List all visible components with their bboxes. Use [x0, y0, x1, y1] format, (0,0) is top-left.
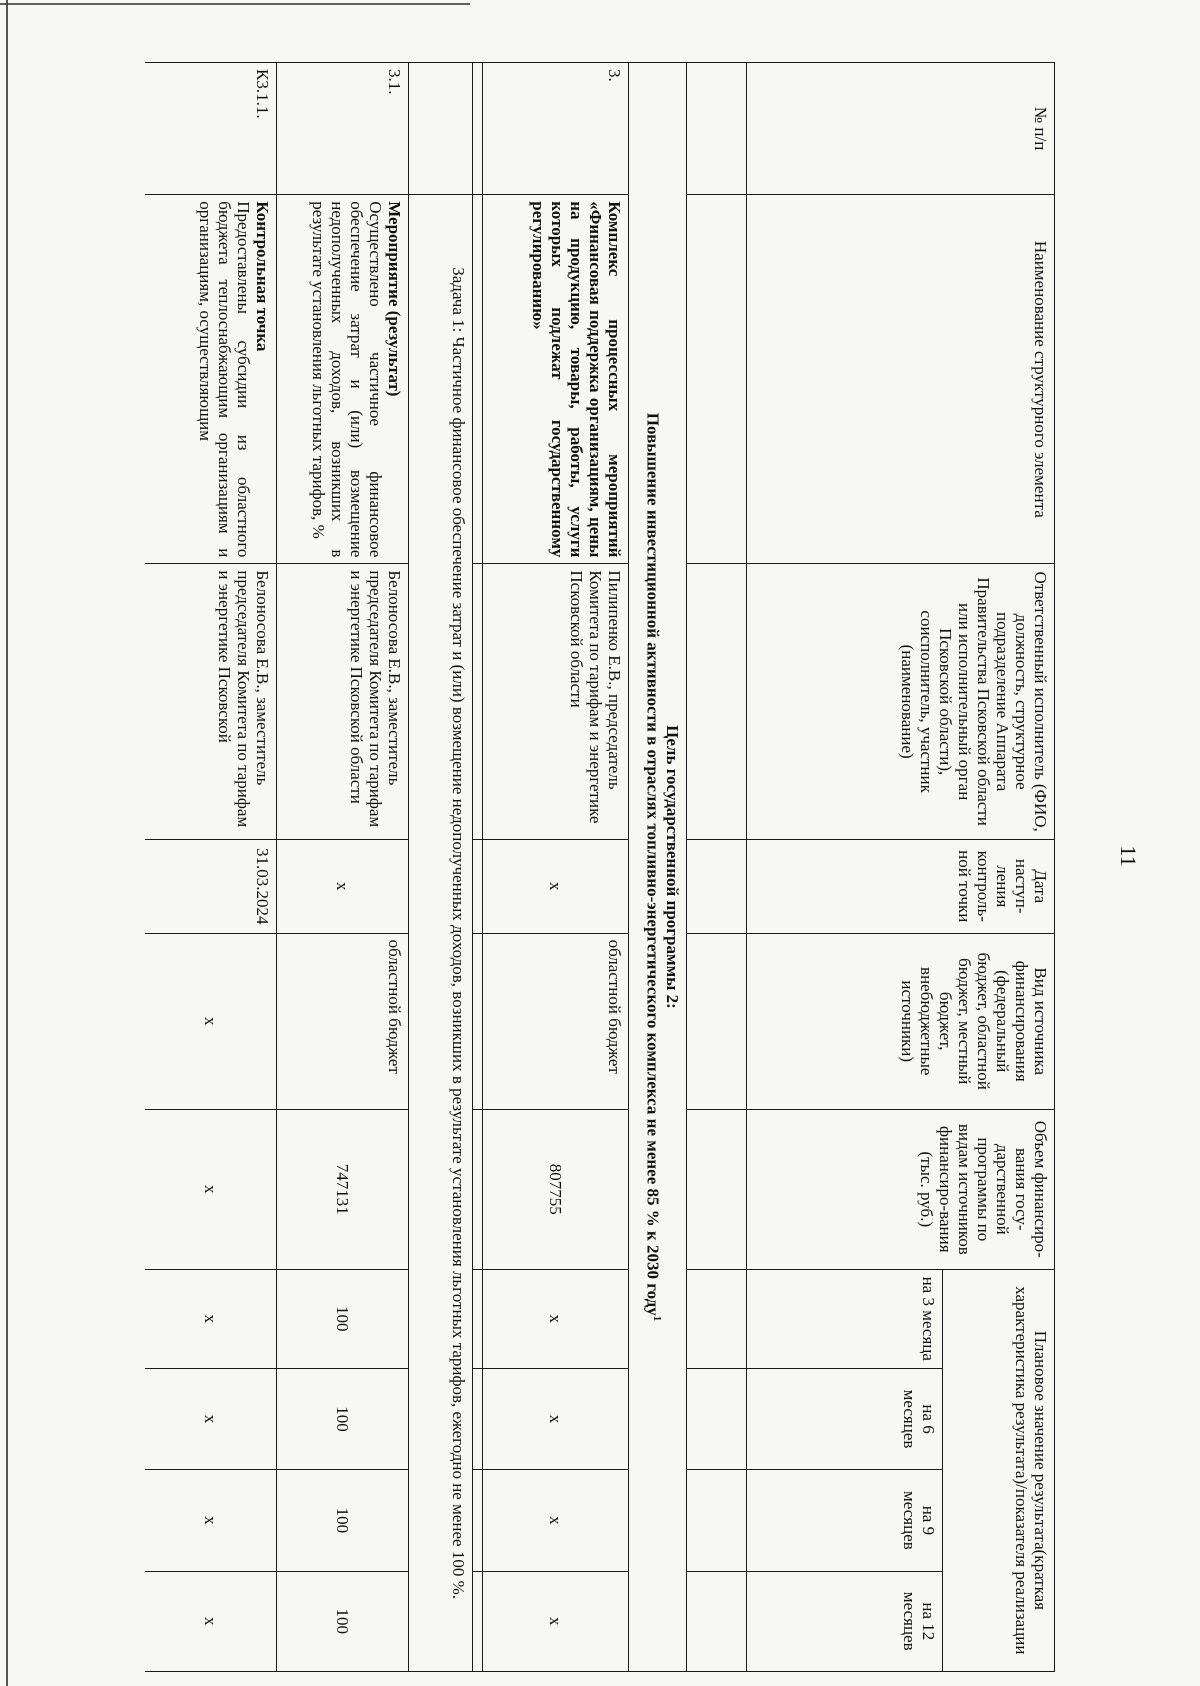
- header-date: Дата наступ-ления контроль-ной точки: [747, 839, 1055, 933]
- header-source: Вид источника финансирования (федеральный бюджет, областной бюджет, местный бюджет, внебюджетные источники): [747, 933, 1055, 1109]
- empty-row: [687, 63, 747, 1672]
- row-responsible: Белоносова Е.В., заместитель председателя Комитета по тарифам и энергетике Псковской области: [277, 564, 409, 840]
- row-name: Мероприятие (результат) Осуществлено частичное финансовое обеспечение затрат и (или) возмещение недополученных доходов, возникших в результате установления льготных тарифов, %: [277, 195, 409, 564]
- row-date: 31.03.2024: [145, 839, 277, 933]
- rotated-page-frame: [145, 62, 1055, 1672]
- row-name: Контрольная точка Предоставлены субсидии из областного бюджета теплоснабжающим организациям и организациям, осуществляющим: [145, 195, 277, 564]
- row-m3: х: [483, 1269, 629, 1368]
- row-name: Комплекс процессных мероприятий «Финансовая поддержка организациям, цены на продукцию, товары, работы, услуги которых подлежат государственному регулированию»: [483, 195, 629, 564]
- table-row: [277, 63, 409, 1672]
- row-date: х: [483, 839, 629, 933]
- header-m6: на 6 месяцев: [747, 1368, 943, 1469]
- row-m9: 100: [277, 1470, 409, 1571]
- goal-row: [629, 63, 687, 1672]
- row-m3: х: [145, 1269, 277, 1368]
- footnote-mark: 1: [650, 1315, 663, 1322]
- row-m12: 100: [277, 1571, 409, 1671]
- page-number: 11: [1116, 845, 1141, 867]
- goal-title: Цель государственной программы 2:: [663, 725, 682, 1009]
- row-date: х: [277, 839, 409, 933]
- row-source: областной бюджет: [483, 933, 629, 1109]
- spacer-row: [473, 63, 483, 1672]
- table-row: [145, 63, 277, 1672]
- header-row: [943, 63, 1055, 1672]
- row-m6: х: [145, 1368, 277, 1469]
- row-m3: 100: [277, 1269, 409, 1368]
- row-m12: х: [145, 1571, 277, 1671]
- header-num: № п/п: [747, 63, 1055, 195]
- row-num: 3.1.: [277, 63, 409, 195]
- goal-banner: [629, 63, 687, 1672]
- row-volume: 747131: [277, 1109, 409, 1269]
- row-responsible: Пилипенко Е.В., председатель Комитета по тарифам и энергетике Псковской области: [483, 564, 629, 840]
- table-row: [483, 63, 629, 1672]
- task-text: Задача 1: Частичное финансовое обеспечение затрат и (или) возмещение недополученных доходов, возникших в результате установления льготных тарифов, ежегодно не менее 100 %.: [409, 195, 473, 1672]
- header-responsible: Ответственный исполнитель (ФИО, должность, структурное подразделение Аппарата Правительства Псковской области или исполнительный орган Псковской области), соисполнитель, участник (наименование): [747, 564, 1055, 840]
- row-num: К3.1.1.: [145, 63, 277, 195]
- goal-text: Повышение инвестиционной активности в отраслях топливно-энергетического комплекса не менее 85 % к 2030 году$^1$: [643, 412, 663, 1322]
- row-source: х: [145, 933, 277, 1109]
- header-m12: на 12 месяцев: [747, 1571, 943, 1671]
- scan-edge: [6, 0, 8, 1686]
- task-row: [409, 63, 473, 1672]
- row-num: 3.: [483, 63, 629, 195]
- header-m3: на 3 месяца: [747, 1269, 943, 1368]
- row-volume: 807755: [483, 1109, 629, 1269]
- header-m9: на 9 месяцев: [747, 1470, 943, 1571]
- row-responsible: Белоносова Е.В., заместитель председателя Комитета по тарифам и энергетике Псковской: [145, 564, 277, 840]
- row-m9: х: [145, 1470, 277, 1571]
- row-m9: х: [483, 1470, 629, 1571]
- document-sheet: [145, 62, 1055, 1672]
- scan-edge-top: [0, 3, 470, 5]
- row-volume: х: [145, 1109, 277, 1269]
- row-m12: х: [483, 1571, 629, 1671]
- row-m6: х: [483, 1368, 629, 1469]
- header-name: Наименование структурного элемента: [747, 195, 1055, 564]
- row-source: областной бюджет: [277, 933, 409, 1109]
- header-planned-value: Плановое значение результата(краткая характеристика результата)/показателя реализации: [943, 1269, 1055, 1671]
- program-table: [145, 62, 1055, 1672]
- row-m6: 100: [277, 1368, 409, 1469]
- header-volume: Объем финансиро-вания госу-дарственной программы по видам источников финансиро-вания (тыс. руб.): [747, 1109, 1055, 1269]
